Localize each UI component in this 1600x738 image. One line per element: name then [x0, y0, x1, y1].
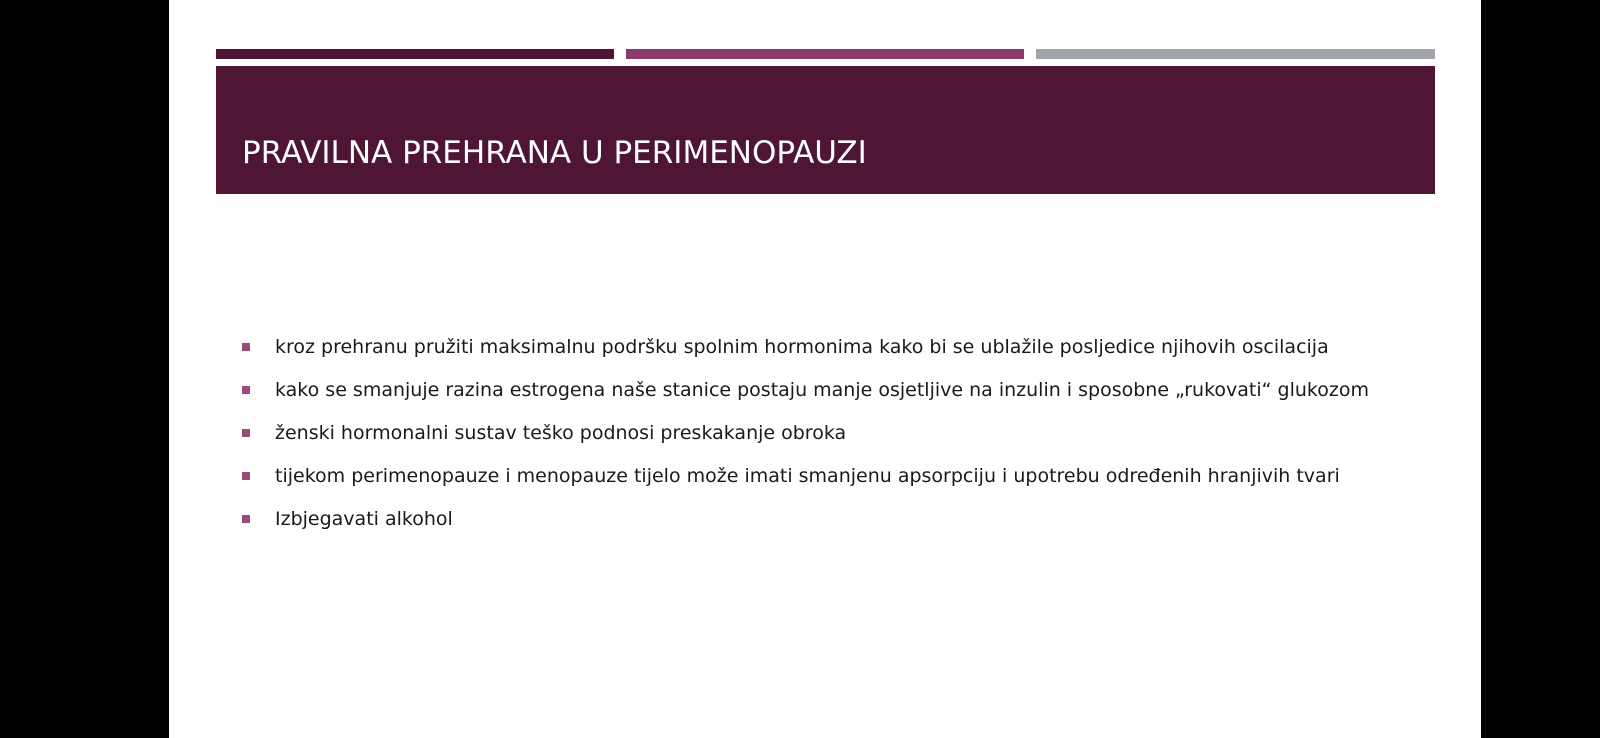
bullet-text: tijekom perimenopauze i menopauze tijelo može imati smanjenu apsorpciju i upotrebu određenih hranjivih tvari	[275, 465, 1340, 487]
square-bullet-icon	[242, 515, 250, 523]
bullet-text: kroz prehranu pružiti maksimalnu podršku spolnim hormonima kako bi se ublažile posljedice njihovih oscilacija	[275, 336, 1329, 358]
accent-stripe-dark	[216, 49, 614, 59]
bullet-text: ženski hormonalni sustav teško podnosi preskakanje obroka	[275, 422, 847, 444]
bullet-item	[241, 419, 1369, 462]
square-bullet-icon	[242, 386, 250, 394]
square-bullet-icon	[242, 343, 250, 351]
bullet-item	[241, 462, 1369, 505]
square-bullet-icon	[242, 472, 250, 480]
slide	[169, 0, 1481, 738]
accent-stripe-gray	[1036, 49, 1435, 59]
bullet-item	[241, 333, 1369, 376]
bullet-item	[241, 376, 1369, 419]
square-bullet-icon	[242, 429, 250, 437]
bullet-text: Izbjegavati alkohol	[275, 508, 453, 530]
bullet-text: kako se smanjuje razina estrogena naše stanice postaju manje osjetljive na inzulin i sposobne „rukovati“ glukozom	[275, 379, 1369, 401]
slide-title: PRAVILNA PREHRANA U PERIMENOPAUZI	[242, 135, 867, 171]
bullet-list	[241, 333, 1369, 548]
title-band	[216, 66, 1435, 194]
accent-stripe-plum	[626, 49, 1024, 59]
bullet-item	[241, 505, 1369, 548]
